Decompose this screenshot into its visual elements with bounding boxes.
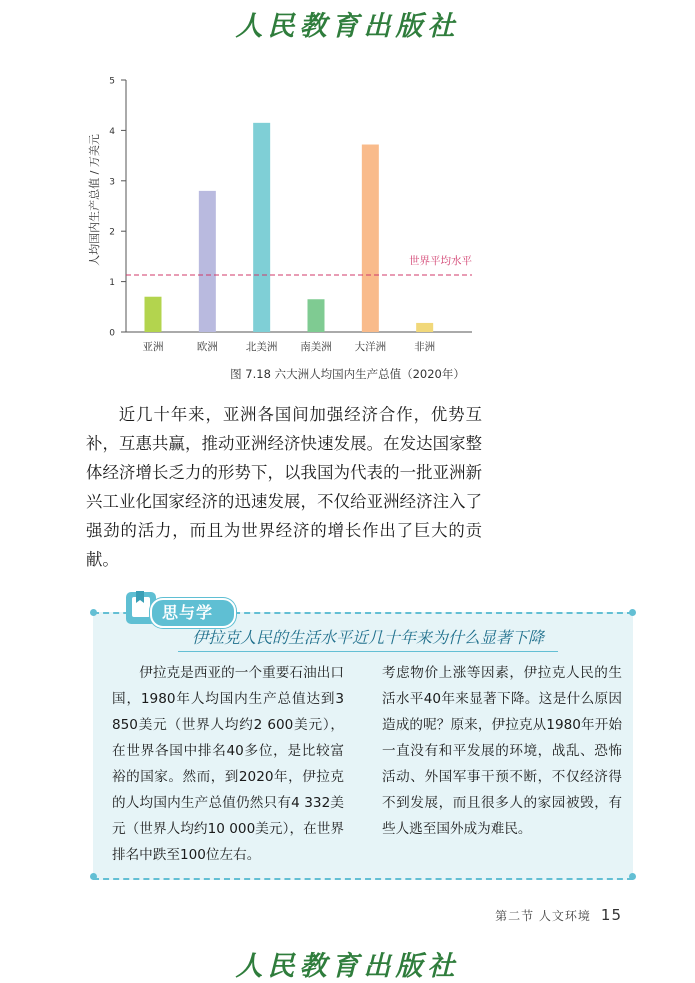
y-tick-label: 3 (109, 177, 115, 188)
think-box-title: 伊拉克人民的生活水平近几十年来为什么显著下降 (178, 625, 558, 652)
publisher-logo-top: 人民教育出版社 (235, 11, 460, 42)
bar (416, 323, 433, 332)
think-right-text: 考虑物价上涨等因素，伊拉克人民的生活水平40年来显著下降。这是什么原因造成的呢？原来，伊拉克从1980年开始一直没有和平发展的环境，战乱、恐怖活动、外国军事干预不断，不仅经济得不到发展，而且很多人的家园被毁，有些人逃至国外成为难民。 (382, 665, 622, 837)
x-tick-label: 大洋洲 (354, 341, 387, 353)
bar (308, 299, 325, 332)
badge-label: 思与学 (162, 603, 214, 622)
y-tick-label: 2 (109, 227, 115, 238)
box-dot (629, 873, 636, 880)
box-dot (90, 873, 97, 880)
section-label: 第二节 人文环境 (495, 909, 591, 923)
page-number: 15 (600, 906, 622, 924)
think-badge (122, 588, 232, 630)
page-footer (495, 906, 622, 924)
reference-line-group (126, 254, 472, 275)
bars (145, 123, 434, 332)
y-axis-label: 人均国内生产总值 / 万美元 (88, 134, 101, 266)
y-tick-label: 5 (109, 76, 115, 87)
bar (145, 297, 162, 332)
box-dot (629, 609, 636, 616)
x-tick-label: 非洲 (414, 341, 436, 353)
y-tick-label: 1 (109, 278, 115, 289)
x-tick-label: 欧洲 (196, 341, 218, 353)
x-tick-label: 南美洲 (300, 341, 332, 353)
y-axis (109, 77, 472, 339)
bar (199, 191, 216, 332)
bar (362, 145, 379, 332)
x-tick-label: 亚洲 (142, 341, 164, 353)
bar (253, 123, 270, 332)
x-tick-label: 北美洲 (245, 341, 278, 353)
y-tick-label: 0 (109, 328, 115, 339)
body-paragraph: 近几十年来，亚洲各国间加强经济合作，优势互补，互惠共赢，推动亚洲经济快速发展。在发达国家整体经济增长乏力的形势下，以我国为代表的一批亚洲新兴工业化国家经济的迅速发展，不仅给亚洲经济注入了强劲的活力，而且为世界经济的增长作出了巨大的贡献。 (86, 405, 482, 569)
publisher-logo-bottom: 人民教育出版社 (235, 951, 460, 982)
world-average-label: 世界平均水平 (409, 255, 472, 268)
think-left-text: 伊拉克是西亚的一个重要石油出口国，1980年人均国内生产总值达到3 850美元（世界人均约2 600美元），在世界各国中排名40多位，是比较富裕的国家。然而，到2020年，伊拉克的人均国内生产总值仍然只有4 332美元（世界人均约10 000美元），在世界排名中跌至100位左右。 (112, 665, 344, 863)
y-tick-label: 4 (109, 126, 115, 137)
x-axis-labels (143, 340, 436, 353)
box-dot (90, 609, 97, 616)
gdp-bar-chart (80, 70, 480, 360)
chart-caption: 图 7.18 六大洲人均国内生产总值（2020年） (230, 367, 465, 381)
